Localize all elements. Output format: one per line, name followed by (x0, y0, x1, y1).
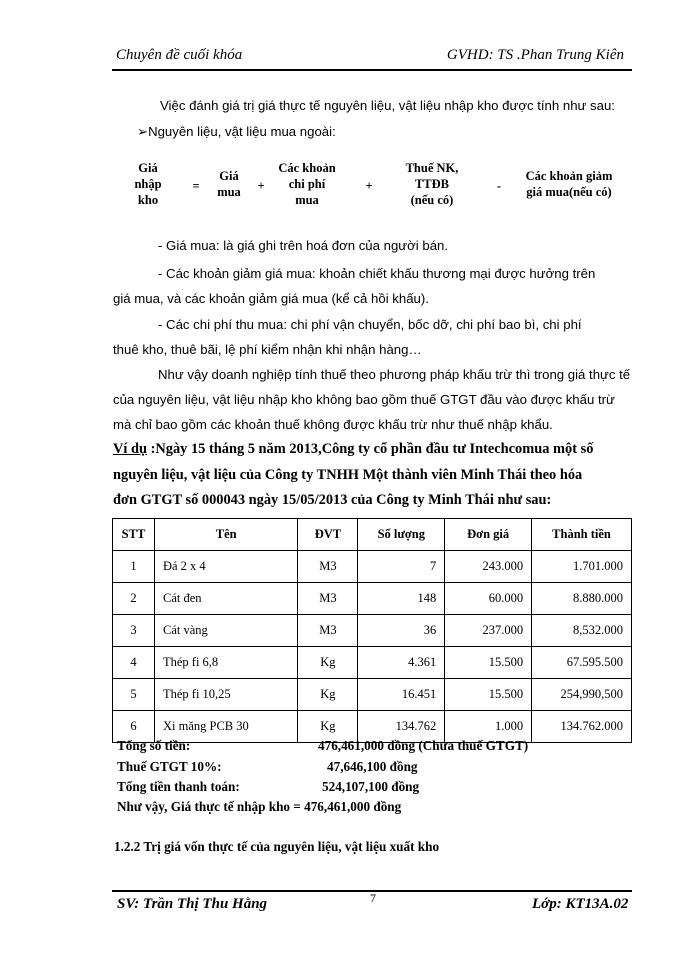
table-header-row (113, 519, 632, 551)
example-line-3: đơn GTGT số 000043 ngày 15/05/2013 của Công ty Minh Thái như sau: (113, 492, 552, 508)
note-discounts-1: - Các khoản giảm giá mua: khoản chiết khấu thương mại được hưởng trên (158, 266, 596, 281)
bullet-text: Nguyên liệu, vật liệu mua ngoài: (148, 124, 336, 139)
table-row (113, 583, 632, 615)
cell-quantity: 148 (358, 583, 445, 615)
cell-stt: 1 (113, 551, 155, 583)
note-discounts-2: giá mua, và các khoản giảm giá mua (kể cả hồi khấu). (113, 291, 429, 306)
section-heading: 1.2.2 Trị giá vốn thực tế của nguyên liệu, vật liệu xuất kho (114, 839, 440, 854)
cell-quantity: 36 (358, 615, 445, 647)
cell-unit-price: 1.000 (445, 711, 532, 743)
cell-unit-price: 243.000 (445, 551, 532, 583)
cell-unit-price: 60.000 (445, 583, 532, 615)
formula-minus: - (496, 179, 502, 193)
formula-term-import-price: Giá nhập kho (134, 161, 162, 207)
footer-class: Lớp: KT13A.02 (532, 896, 629, 912)
cell-unit-price: 15.500 (445, 647, 532, 679)
cell-unit: Kg (298, 647, 358, 679)
cell-unit-price: 15.500 (445, 679, 532, 711)
cell-stt: 3 (113, 615, 155, 647)
cell-name: Thép fi 6,8 (154, 647, 297, 679)
cell-name: Xi măng PCB 30 (154, 711, 297, 743)
total-label: Tổng số tiền: (117, 738, 191, 753)
note-costs-1: - Các chi phí thu mua: chi phí vận chuyển, bốc dỡ, chi phí bao bì, chi phí (158, 317, 582, 332)
cell-amount: 8.880.000 (532, 583, 632, 615)
formula-term-taxes: Thuế NK, TTĐB (nếu có) (405, 161, 459, 207)
cell-stt: 4 (113, 647, 155, 679)
total-value: 476,461,000 đồng (Chưa thuế GTGT) (318, 738, 529, 753)
page-header (112, 43, 632, 71)
example-line-1 (113, 441, 633, 458)
col-header-stt: STT (113, 519, 155, 551)
cell-amount: 1.701.000 (532, 551, 632, 583)
materials-table (112, 518, 632, 743)
table-row (113, 615, 632, 647)
header-advisor: GVHD: TS .Phan Trung Kiên (446, 47, 624, 63)
summary-vat (117, 759, 418, 775)
bullet-line (137, 124, 336, 140)
price-formula (112, 160, 632, 220)
cell-name: Đá 2 x 4 (154, 551, 297, 583)
formula-term-purchase-price: Giá mua (217, 169, 241, 199)
summary-total (117, 738, 528, 754)
cell-name: Cát đen (154, 583, 297, 615)
cell-stt: 5 (113, 679, 155, 711)
cell-amount: 254,990,500 (532, 679, 632, 711)
paragraph-vat-1: Như vậy doanh nghiệp tính thuế theo phương pháp khấu trừ thì trong giá thực tế (158, 367, 631, 382)
intro-paragraph: Việc đánh giá trị giá thực tế nguyên liệu, vật liệu nhập kho được tính như sau: (160, 98, 615, 113)
summary-payment (117, 779, 419, 795)
page-number: 7 (370, 891, 376, 905)
col-header-unit-price: Đơn giá (445, 519, 532, 551)
col-header-unit: ĐVT (298, 519, 358, 551)
cell-amount: 8,532.000 (532, 615, 632, 647)
cell-unit-price: 237.000 (445, 615, 532, 647)
example-label: Ví dụ (113, 441, 147, 457)
note-purchase-price: - Giá mua: là giá ghi trên hoá đơn của người bán. (158, 238, 449, 253)
cell-unit: M3 (298, 583, 358, 615)
paragraph-vat-3: mà chỉ bao gồm các khoản thuế không được khấu trừ như thuế nhập khẩu. (113, 417, 553, 432)
formula-term-costs: Các khoản chi phí mua (278, 161, 336, 207)
paragraph-vat-2: của nguyên liệu, vật liệu nhập kho không bao gồm thuế GTGT đầu vào được khấu trừ (113, 392, 615, 407)
formula-term-discounts: Các khoản giảm giá mua(nếu có) (525, 169, 613, 199)
col-header-quantity: Số lượng (358, 519, 445, 551)
cell-quantity: 134.762 (358, 711, 445, 743)
cell-unit: M3 (298, 615, 358, 647)
example-text-1: :Ngày 15 tháng 5 năm 2013,Công ty cổ phần đầu tư Intechcomua một số (147, 441, 594, 457)
cell-name: Thép fi 10,25 (154, 679, 297, 711)
formula-equals: = (192, 179, 200, 193)
vat-value: 47,646,100 đồng (327, 759, 418, 774)
arrow-bullet-icon: ➢ (137, 124, 149, 139)
summary-conclusion: Như vậy, Giá thực tế nhập kho = 476,461,000 đồng (117, 799, 402, 814)
cell-name: Cát vàng (154, 615, 297, 647)
header-title: Chuyên đề cuối khóa (116, 47, 243, 63)
cell-stt: 2 (113, 583, 155, 615)
formula-plus-1: + (257, 179, 265, 193)
footer-student: SV: Trần Thị Thu Hằng (117, 896, 268, 912)
cell-quantity: 4.361 (358, 647, 445, 679)
cell-quantity: 7 (358, 551, 445, 583)
cell-amount: 134.762.000 (532, 711, 632, 743)
table-row (113, 647, 632, 679)
table-row (113, 551, 632, 583)
col-header-amount: Thành tiền (532, 519, 632, 551)
cell-unit: M3 (298, 551, 358, 583)
vat-label: Thuế GTGT 10%: (117, 759, 222, 774)
payment-value: 524,107,100 đồng (322, 779, 420, 794)
cell-stt: 6 (113, 711, 155, 743)
formula-plus-2: + (365, 179, 373, 193)
example-line-2: nguyên liệu, vật liệu của Công ty TNHH Một thành viên Minh Thái theo hóa (113, 467, 583, 483)
cell-unit: Kg (298, 711, 358, 743)
table-row (113, 679, 632, 711)
cell-amount: 67.595.500 (532, 647, 632, 679)
cell-quantity: 16.451 (358, 679, 445, 711)
cell-unit: Kg (298, 679, 358, 711)
col-header-name: Tên (154, 519, 297, 551)
payment-label: Tổng tiền thanh toán: (117, 779, 240, 794)
note-costs-2: thuê kho, thuê bãi, lệ phí kiểm nhận khi nhận hàng… (113, 342, 422, 357)
